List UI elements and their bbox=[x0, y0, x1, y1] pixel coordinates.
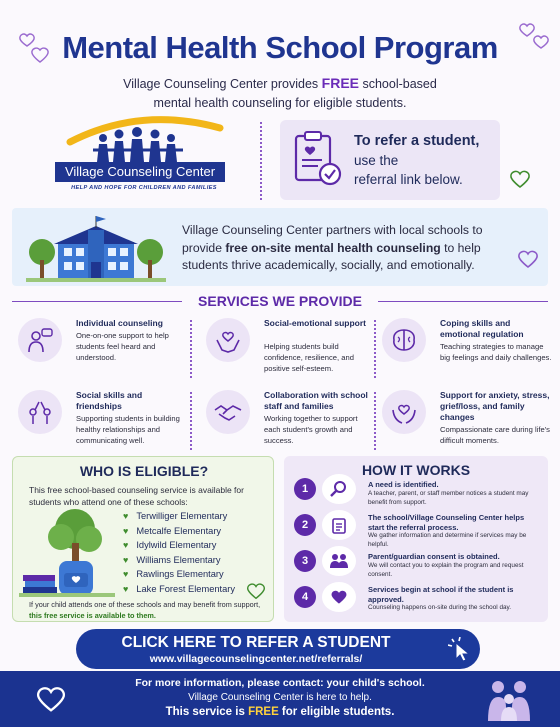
hands-heart-icon bbox=[206, 318, 250, 362]
eligibility-footnote: If your child attends one of these schools and may benefit from support, this free service is available to them. bbox=[29, 600, 261, 620]
service-item bbox=[18, 390, 188, 450]
magnifier-icon bbox=[322, 474, 356, 504]
service-title: Social skills and friendships bbox=[76, 390, 143, 411]
heart-icon: ♥ bbox=[123, 569, 129, 579]
heart-outline-icon bbox=[516, 248, 540, 270]
footer-help: Village Counseling Center is here to help. bbox=[188, 692, 372, 703]
heart-icon: ♥ bbox=[123, 511, 129, 521]
heart-hands-icon bbox=[382, 390, 426, 434]
footer-contact: For more information, please contact: your child's school. bbox=[135, 677, 425, 689]
step-desc: We gather information and determine if services may be helpful. bbox=[368, 532, 527, 548]
service-desc: Helping students build confidence, resilience, and positive self-esteem. bbox=[264, 342, 354, 373]
heart-outline-icon bbox=[245, 581, 267, 601]
service-title: Coping skills and emotional regulation bbox=[440, 318, 524, 339]
heart-outline-icon bbox=[508, 168, 532, 190]
list-item: ♥ Terwilliger Elementary bbox=[123, 511, 228, 521]
service-title: Individual counseling bbox=[76, 318, 163, 328]
cta-label: CLICK HERE TO REFER A STUDENT bbox=[121, 634, 391, 651]
tree-backpack-icon bbox=[19, 507, 115, 599]
service-title: Social-emotional support bbox=[264, 318, 367, 328]
step-desc: Counseling happens on-site during the school day. bbox=[368, 604, 512, 611]
logo-name: Village Counseling Center bbox=[55, 162, 225, 182]
service-item bbox=[18, 318, 188, 378]
person-chat-icon bbox=[18, 318, 62, 362]
step-number: 3 bbox=[294, 550, 316, 572]
eligibility-title: WHO IS ELIGIBLE? bbox=[79, 463, 209, 479]
refer-heading: To refer a student, bbox=[354, 133, 480, 149]
how-it-works-panel bbox=[284, 456, 548, 622]
service-desc: One-on-one support to help students feel heard and understood. bbox=[76, 331, 169, 362]
footer bbox=[0, 671, 560, 727]
service-desc: Supporting students in building healthy relationships and communicating well. bbox=[76, 414, 180, 445]
eligibility-intro: This free school-based counseling service is available for students who attend one of these schools: bbox=[29, 485, 244, 507]
partner-description: Village Counseling Center partners with local schools to provide free on-site mental health counseling to help students thrive academically, socially, and emotionally. bbox=[182, 223, 483, 272]
partner-banner bbox=[12, 208, 548, 286]
logo-people-icon bbox=[55, 112, 225, 164]
school-building-icon bbox=[26, 212, 166, 284]
service-title: Collaboration with school staff and families bbox=[264, 390, 368, 411]
divider bbox=[374, 320, 376, 378]
brain-icon bbox=[382, 318, 426, 362]
heart-icon: ♥ bbox=[123, 554, 129, 565]
list-item: ♥ Lake Forest Elementary bbox=[123, 583, 236, 594]
divider bbox=[190, 320, 192, 378]
step-number: 4 bbox=[294, 586, 316, 608]
heart-icon: ♥ bbox=[123, 540, 129, 550]
service-desc: Compassionate care during life's difficult moments. bbox=[440, 425, 550, 445]
step-title: A need is identified. bbox=[368, 480, 439, 489]
click-cursor-icon bbox=[448, 637, 474, 663]
step-desc: We will contact you to explain the program and request consent. bbox=[368, 562, 524, 578]
list-item: ♥ Williams Elementary bbox=[123, 554, 221, 565]
clipboard-check-icon bbox=[290, 128, 346, 190]
refer-line: referral link below. bbox=[354, 172, 463, 187]
service-title: Support for anxiety, stress, grief/loss, and family changes bbox=[440, 390, 550, 422]
service-item bbox=[206, 318, 376, 378]
how-title: HOW IT WORKS bbox=[361, 462, 471, 478]
list-item: ♥ Idylwild Elementary bbox=[123, 540, 217, 550]
handshake-icon bbox=[206, 390, 250, 434]
page-title: Mental Health School Program bbox=[62, 30, 498, 65]
step-number: 1 bbox=[294, 478, 316, 500]
referral-callout bbox=[280, 120, 500, 200]
service-item bbox=[382, 318, 552, 378]
service-desc: Working together to support each student's growth and success. bbox=[264, 414, 358, 445]
cta-url[interactable]: www.villagecounselingcenter.net/referrals/ bbox=[149, 653, 363, 665]
refer-student-button[interactable] bbox=[76, 629, 480, 669]
divider bbox=[260, 122, 262, 200]
school-list bbox=[123, 509, 235, 596]
divider bbox=[190, 392, 192, 450]
services-heading: SERVICES WE PROVIDE bbox=[12, 293, 548, 311]
high-five-icon bbox=[18, 390, 62, 434]
service-desc: Teaching strategies to manage big feelings and daily challenges. bbox=[440, 342, 552, 362]
step-desc: A teacher, parent, or staff member notices a student may benefit from support. bbox=[368, 490, 529, 506]
service-item bbox=[382, 390, 552, 450]
list-item: ♥ Metcalfe Elementary bbox=[123, 525, 222, 536]
heart-icon: ♥ bbox=[123, 525, 129, 536]
heart-icon: ♥ bbox=[123, 583, 129, 594]
footer-free: This service is FREE for eligible students. bbox=[165, 706, 395, 718]
step-title: Parent/guardian consent is obtained. bbox=[368, 552, 500, 561]
page-subtitle: Village Counseling Center provides FREE school-based mental health counseling for eligible students. bbox=[123, 75, 437, 110]
clipboard-icon bbox=[322, 510, 356, 540]
refer-line: use the bbox=[354, 153, 399, 168]
family-icon bbox=[322, 546, 356, 576]
divider bbox=[374, 392, 376, 450]
family-icon bbox=[484, 677, 534, 721]
village-counseling-logo bbox=[55, 112, 240, 197]
logo-tagline: HELP AND HOPE FOR CHILDREN AND FAMILIES bbox=[71, 185, 217, 191]
step-title: Services begin at school if the student is approved. bbox=[368, 585, 514, 604]
step-title: The school/Village Counseling Center helps start the referral process. bbox=[368, 513, 525, 532]
list-item: ♥ Rawlings Elementary bbox=[123, 569, 224, 579]
heart-icon bbox=[322, 582, 356, 612]
step-number: 2 bbox=[294, 514, 316, 536]
eligibility-panel bbox=[12, 456, 274, 622]
service-item bbox=[206, 390, 376, 450]
